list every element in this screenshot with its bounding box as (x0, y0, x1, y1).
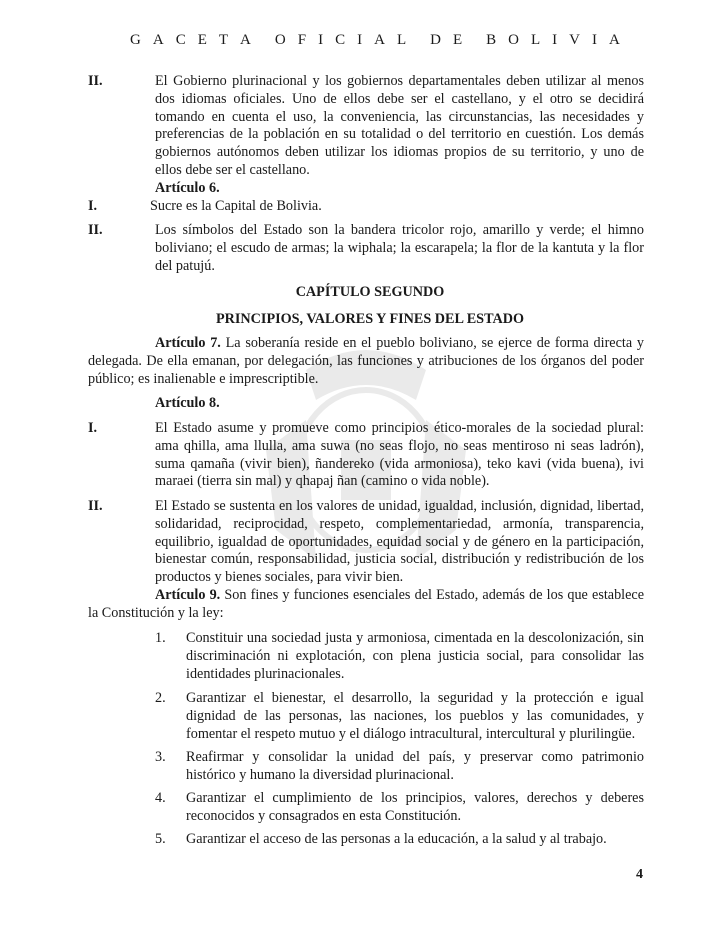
page-number: 4 (636, 867, 643, 882)
header-letter: I (357, 32, 363, 48)
paragraph-numeral: I. (88, 198, 98, 214)
paragraph-numeral: II. (88, 498, 103, 514)
list-item-text: Garantizar el bienestar, el desarrollo, la seguridad y la protección e igual dignidad de las personas, las naciones, los pueblos y las comunidades, y fomentar el respeto mutuo y el diálogo intracultural, intercultural y plurilingüe. (186, 690, 644, 742)
paragraph-numeral: II. (88, 222, 103, 238)
list-item-text: Constituir una sociedad justa y armoniosa, cimentada en la descolonización, sin discriminación ni explotación, con plena justicia social, para consolidar las identidades plurinacionales. (186, 630, 644, 682)
header-letter: I (318, 32, 324, 48)
header-letter: L (530, 32, 541, 48)
chapter-title: CAPÍTULO SEGUNDO (295, 284, 445, 300)
art5-ii-text: El Gobierno plurinacional y los gobiernos departamentales deben utilizar al menos dos idiomas oficiales. Uno de ellos debe ser el castellano, y el otro se decidirá tomando en cuenta el uso, la conveniencia, las circunstancias, las necesidades y preferencias de la población en su totalidad o del territorio en cuestión. Los demás gobiernos autónomos deben utilizar los idiomas propios de su territorio, y uno de ellos debe ser el castellano. (155, 73, 644, 178)
header-letter: T (218, 32, 229, 48)
header-letter: E (452, 32, 463, 48)
header-letter: F (297, 32, 307, 48)
article-7-title: Artículo 7. (155, 335, 221, 351)
list-item-number: 3. (155, 749, 166, 765)
header-letter: A (240, 32, 251, 48)
art6-ii-text: Los símbolos del Estado son la bandera tricolor rojo, amarillo y verde; el himno boliviano; el escudo de armas; la wiphala; la escarapela; la flor de la kantuta y la flor del patujú. (155, 222, 644, 274)
list-item-number: 2. (155, 690, 166, 706)
gazette-header (130, 32, 620, 49)
list-item-text: Reafirmar y consolidar la unidad del país, y preservar como patrimonio histórico y humano la diversidad plurinacional. (186, 749, 644, 783)
header-letter: I (592, 32, 597, 48)
header-letter: I (552, 32, 558, 48)
header-letter: A (609, 32, 620, 48)
header-letter: L (396, 32, 407, 48)
paragraph-numeral: II. (88, 73, 103, 89)
header-letter: G (130, 32, 141, 48)
article-7-text: La soberanía reside en el pueblo boliviano, se ejerce de forma directa y delegada. De ella emanan, por delegación, las funciones y atribuciones de los órganos del poder público; es inalienable e imprescriptible. (88, 335, 644, 387)
header-letter: D (430, 32, 441, 48)
art8-ii-text: El Estado se sustenta en los valores de unidad, igualdad, inclusión, dignidad, libertad, solidaridad, reciprocidad, respeto, complementariedad, armonía, transparencia, equilibrio, igualdad de oportunidades, equidad social y de género en la participación, bienestar común, responsabilidad, justicia social, distribución y redistribución de los productos y bienes sociales, para vivir bien. (155, 498, 644, 586)
list-item-text: Garantizar el acceso de las personas a la educación, a la salud y al trabajo. (186, 831, 607, 847)
header-letter: C (335, 32, 346, 48)
header-letter: B (486, 32, 497, 48)
art6-i-text: Sucre es la Capital de Bolivia. (150, 198, 322, 214)
header-letter: A (152, 32, 164, 48)
header-letter: A (374, 32, 385, 48)
paragraph-numeral: I. (88, 420, 98, 436)
article-9-intro: Son fines y funciones esenciales del Estado, además de los que establece la Constitución y la ley: (88, 587, 645, 621)
header-letter: E (197, 32, 207, 48)
list-item-text: Garantizar el cumplimiento de los principios, valores, derechos y deberes reconocidos y consagrados en esta Constitución. (186, 790, 644, 824)
header-letter: V (569, 32, 580, 48)
header-letter: O (508, 32, 519, 48)
header-letter: O (274, 32, 286, 48)
article-8-title: Artículo 8. (155, 395, 220, 411)
list-item-number: 1. (155, 630, 166, 646)
article-9-title: Artículo 9. (155, 587, 221, 603)
list-item-number: 4. (155, 790, 166, 806)
article-9-paragraph (88, 587, 644, 623)
art8-i-text: El Estado asume y promueve como principios ético-morales de la sociedad plural: ama qhilla, ama llulla, ama suwa (no seas flojo, no seas mentiroso ni seas ladrón), suma qamaña (vivir bien), ñandereko (vida armoniosa), teko kavi (vida buena), ivi maraei (tierra sin mal) y qhapaj ñan (camino o vida noble). (155, 420, 644, 490)
list-item-number: 5. (155, 831, 166, 847)
header-letter: C (175, 32, 186, 48)
chapter-subtitle: PRINCIPIOS, VALORES Y FINES DEL ESTADO (216, 311, 524, 327)
article-7-paragraph (88, 335, 644, 388)
article-6-title: Artículo 6. (155, 180, 220, 196)
